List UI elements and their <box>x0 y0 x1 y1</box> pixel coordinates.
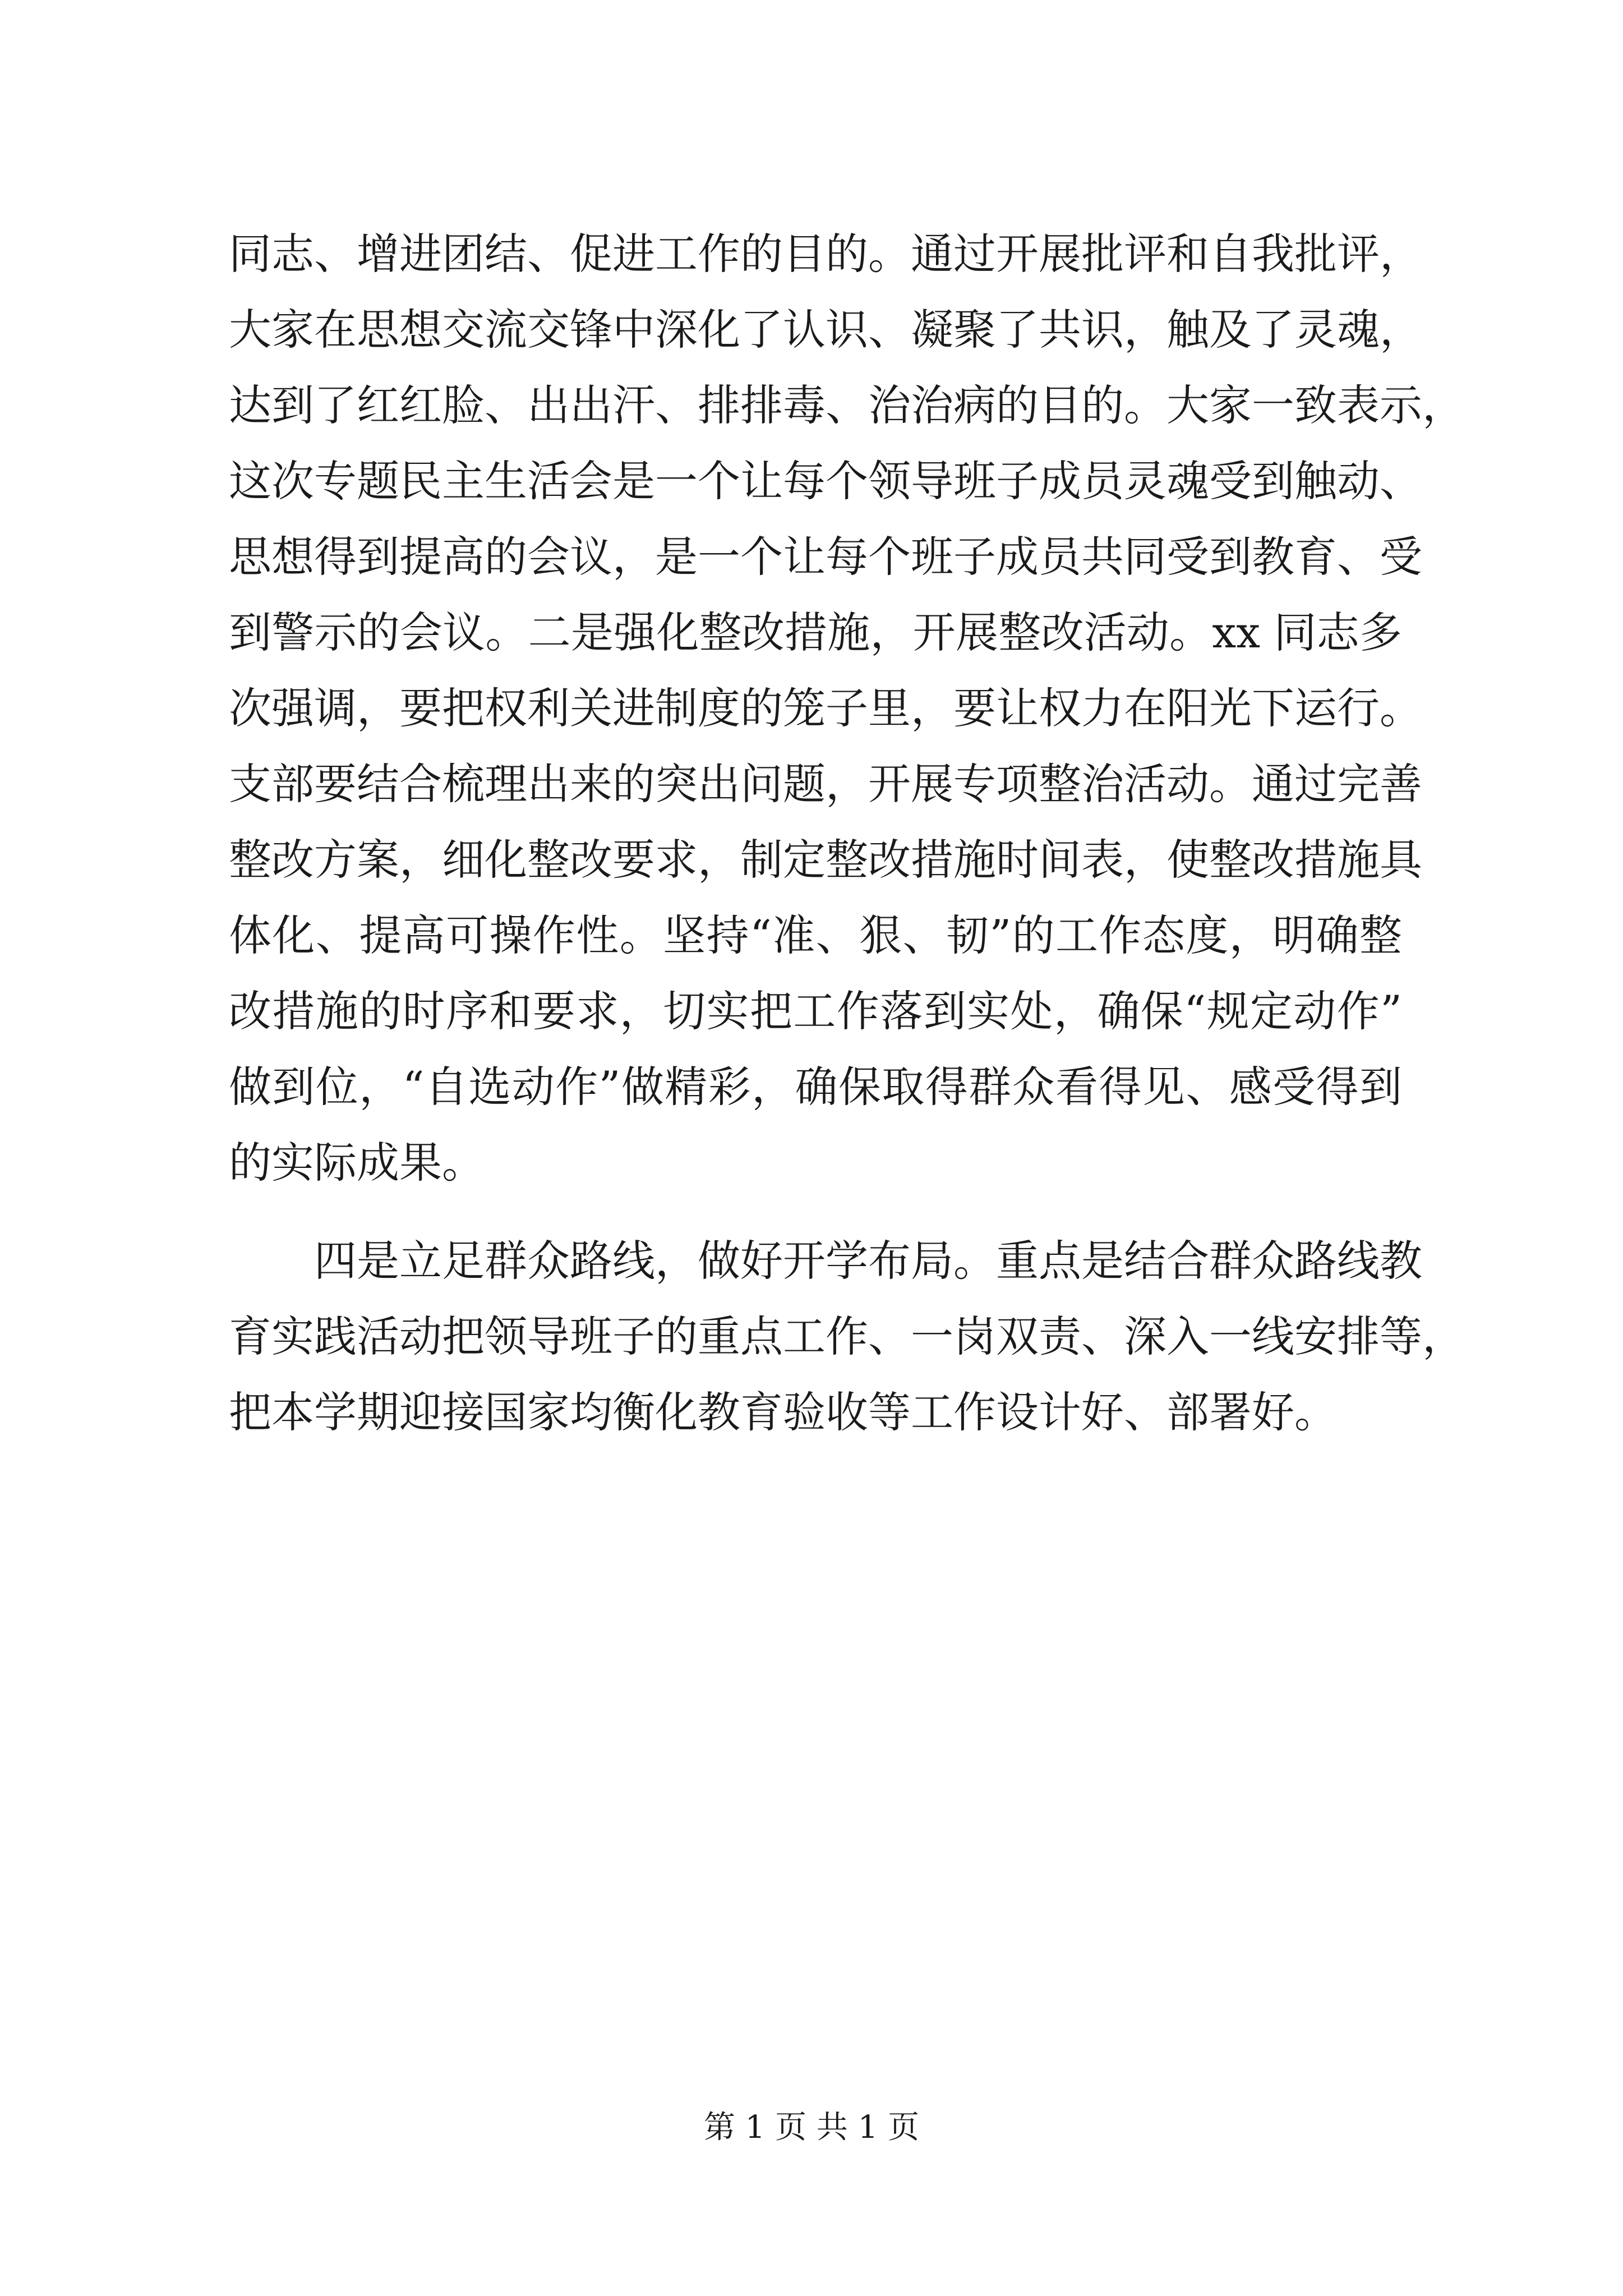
text-line: 同志、增进团结、促进工作的目的。通过开展批评和自我批评， <box>229 229 1422 279</box>
text-line: 这次专题民主生活会是一个让每个领导班子成员灵魂受到触动、 <box>229 456 1422 506</box>
text-line: 体化、提高可操作性。坚持“准、狠、韧”的工作态度，明确整 <box>229 910 1402 960</box>
text-line: 到警示的会议。二是强化整改措施，开展整改活动。xx 同志多 <box>229 608 1402 657</box>
paragraph-gap <box>229 1200 1402 1223</box>
text-line: 育实践活动把领导班子的重点工作、一岗双责、深入一线安排等， <box>229 1312 1465 1361</box>
text-line: 支部要结合梳理出来的突出问题，开展专项整治活动。通过完善 <box>229 759 1422 809</box>
page-number-footer: 第 1 页 共 1 页 <box>703 2109 920 2146</box>
text-line: 思想得到提高的会议，是一个让每个班子成员共同受到教育、受 <box>229 532 1422 582</box>
text-line: 把本学期迎接国家均衡化教育验收等工作设计好、部署好。 <box>229 1387 1337 1437</box>
paragraph-2 <box>229 1223 1465 1450</box>
document-body <box>229 216 1465 1450</box>
text-line: 改措施的时序和要求，切实把工作落到实处，确保“规定动作” <box>229 986 1402 1036</box>
text-line: 次强调，要把权利关进制度的笼子里，要让权力在阳光下运行。 <box>229 683 1422 733</box>
text-line: 做到位，“自选动作”做精彩，确保取得群众看得见、感受得到 <box>229 1062 1402 1112</box>
text-line: 达到了红红脸、出出汗、排排毒、治治病的目的。大家一致表示， <box>229 380 1465 430</box>
text-line: 四是立足群众路线，做好开学布局。重点是结合群众路线教 <box>314 1236 1422 1286</box>
text-line: 大家在思想交流交锋中深化了认识、凝聚了共识，触及了灵魂， <box>229 305 1422 355</box>
paragraph-1 <box>229 216 1465 1200</box>
text-line: 的实际成果。 <box>229 1138 485 1188</box>
text-line: 整改方案，细化整改要求，制定整改措施时间表，使整改措施具 <box>229 835 1422 885</box>
